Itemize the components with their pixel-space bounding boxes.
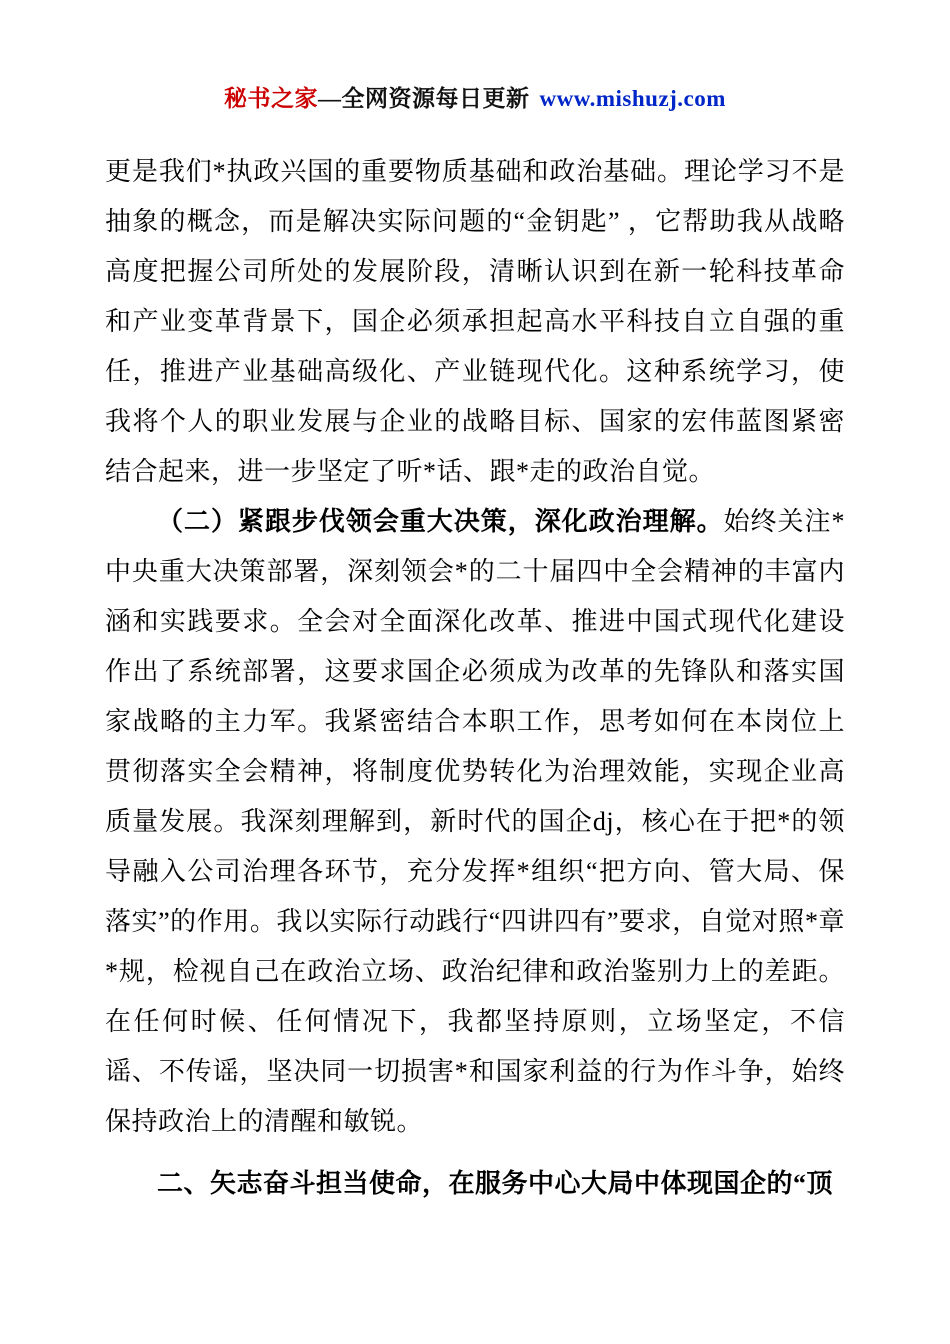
site-header [105, 80, 845, 113]
site-url-link[interactable]: www.mishuzj.com [539, 86, 726, 111]
paragraph-text: 始终关注*中央重大决策部署，深刻领会*的二十届四中全会精神的丰富内涵和实践要求。全会对全面深化改革、推进中国式现代化建设作出了系统部署，这要求国企必须成为改革的先锋队和落实国家战略的主力军。我紧密结合本职工作，思考如何在本岗位上贯彻落实全会精神，将制度优势转化为治理效能，实现企业高质量发展。我深刻理解到，新时代的国企dj，核心在于把*的领导融入公司治理各环节，充分发挥*组织“把方向、管大局、保落实”的作用。我以实际行动践行“四讲四有”要求，自觉对照*章*规，检视自己在政治立场、政治纪律和政治鉴别力上的差距。在任何时候、任何情况下，我都坚持原则，立场坚定，不信谣、不传谣，坚决同一切损害*和国家利益的行为作斗争，始终保持政治上的清醒和敏锐。 [105, 507, 845, 1136]
heading-text: 二、矢志奋斗担当使命，在服务中心大局中体现国企的“顶 [157, 1169, 834, 1198]
paragraph-lead: （二）紧跟步伐领会重大决策，深化政治理解。 [157, 507, 724, 536]
document-body [105, 147, 845, 1209]
site-tagline: —全网资源每日更新 [318, 86, 530, 111]
section-heading-2 [105, 1159, 845, 1209]
paragraph-section-2 [105, 497, 845, 1147]
paragraph-text: 更是我们*执政兴国的重要物质基础和政治基础。理论学习不是抽象的概念，而是解决实际问题的“金钥匙” ，它帮助我从战略高度把握公司所处的发展阶段，清晰认识到在新一轮科技革命和产业变革背景下，国企必须承担起高水平科技自立自强的重任，推进产业基础高级化、产业链现代化。这种系统学习，使我将个人的职业发展与企业的战略目标、国家的宏伟蓝图紧密结合起来，进一步坚定了听*话、跟*走的政治自觉。 [105, 157, 845, 486]
paragraph-continuation [105, 147, 845, 497]
site-brand: 秘书之家 [224, 86, 319, 111]
